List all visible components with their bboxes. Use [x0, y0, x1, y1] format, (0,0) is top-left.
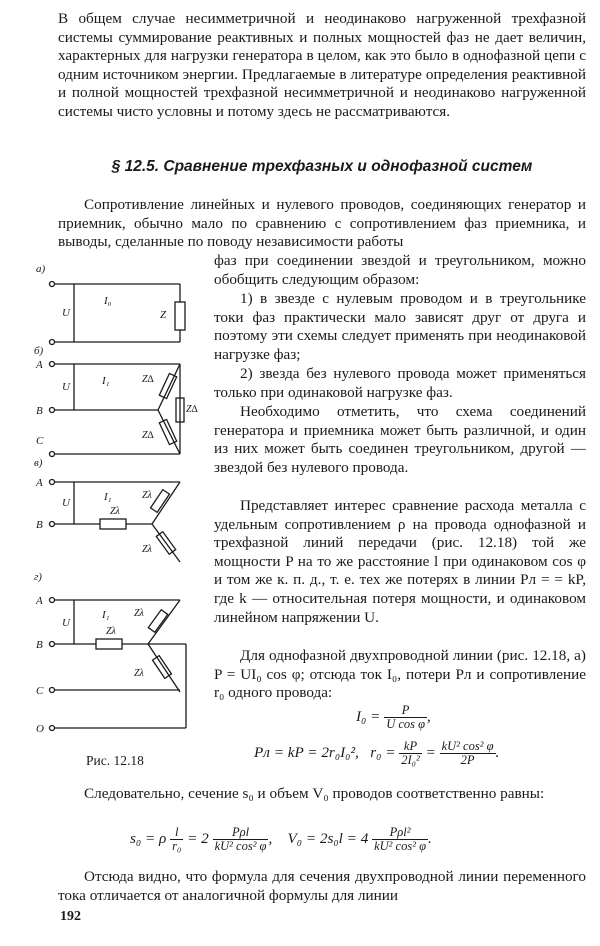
eq3-v-lhs: V₀ = 2s₀l = 4	[287, 829, 369, 847]
eq2-r0: r₀ =	[370, 743, 396, 761]
label-i1-b: I₁	[102, 375, 110, 387]
label-A-v: A	[36, 477, 43, 489]
figure-caption: Рис. 12.18	[86, 753, 144, 768]
eq3-den2: kU² cos² φ	[214, 839, 267, 853]
label-u-v: U	[62, 497, 70, 509]
eq2-den2: 2P	[460, 753, 475, 767]
eq3-v-tail: .	[428, 829, 432, 847]
label-B-v: B	[36, 519, 43, 531]
label-i1-v: I₁	[104, 491, 112, 503]
page-number: 192	[60, 909, 81, 924]
figure-12-18	[30, 262, 220, 782]
eq2-losses: Pл = kP = 2r₀I₀²,	[254, 743, 359, 761]
label-u-g: U	[62, 617, 70, 629]
terminal-a1	[50, 282, 55, 287]
label-i0: I₀	[104, 295, 112, 307]
label-zd-1: Z∆	[142, 374, 154, 385]
eq2-num1: kP	[399, 740, 422, 754]
label-v: в)	[34, 457, 43, 469]
eq3-fraction-2	[213, 826, 269, 853]
label-B-g: B	[36, 639, 43, 651]
impedance-zy-v1	[100, 519, 126, 529]
label-zy-g2: Zλ	[134, 608, 144, 619]
label-g: г)	[34, 571, 42, 583]
section-heading: § 12.5. Сравнение трехфазных и однофазной систем	[111, 158, 533, 175]
col-paragraph-2: 1) в звезде с нулевым проводом и в треугольнике токи фаз практически мало зависят друг от друга и поэтому эти схемы следует применять при неодинаковой нагрузке фаз;	[214, 290, 586, 363]
label-zy-v2: Zλ	[142, 490, 152, 501]
impedance-z-a	[175, 302, 185, 330]
col-paragraph-4: Необходимо отметить, что схема соединений генератора и приемника может быть различной, и один из них может быть соединен треугольником, другой — звездой без нулевого провода.	[214, 403, 586, 476]
eq2-num2: kU² cos² φ	[441, 739, 494, 753]
label-u-a: U	[62, 307, 70, 319]
eq3-den3: kU² cos² φ	[374, 839, 427, 853]
eq3-s-mid: = 2	[187, 829, 209, 847]
eq3-s-lhs: s₀ = ρ	[130, 829, 167, 847]
label-zd-2: Z∆	[186, 404, 198, 415]
equation-section-volume	[130, 826, 432, 853]
label-zd-3: Z∆	[142, 430, 154, 441]
terminal-a2	[50, 340, 55, 345]
eq1-lhs: I₀ =	[356, 707, 381, 725]
label-C-b: C	[36, 435, 44, 447]
eq3-fraction-3	[372, 826, 428, 853]
eq2-fraction-1	[399, 740, 422, 767]
impedance-zy-g1	[96, 639, 122, 649]
label-zy-v1: Zλ	[110, 506, 120, 517]
label-zy-v3: Zλ	[142, 544, 152, 555]
comparison-intro-paragraph: Сопротивление линейных и нулевого проводов, соединяющих генератор и приемник, обычно мало по сравнению с сопротивлением фаз приемника, и выводы, сделанные по поводу независимости работы	[58, 196, 586, 251]
final-paragraph: Отсюда видно, что формула для сечения двухпроводной линии переменного тока отличается от аналогичной формулы для линии	[58, 868, 586, 904]
equation-losses	[254, 740, 499, 767]
label-z-a: Z	[160, 309, 167, 321]
eq3-num1: l	[170, 826, 183, 840]
label-u-b: U	[62, 381, 70, 393]
eq2-tail: .	[495, 743, 500, 761]
label-A-b: A	[36, 359, 43, 371]
col-paragraph-3: 2) звезда без нулевого провода может применяться только при одинаковой нагрузке фаз.	[214, 365, 586, 401]
col-paragraph-1: фаз при соединении звездой и треугольником, можно обобщить следующим образом:	[214, 252, 586, 288]
eq1-den: U cos φ	[386, 717, 426, 731]
eq1-tail: ,	[427, 707, 431, 725]
label-b: б)	[34, 345, 44, 357]
eq3-num3: Pρl²	[372, 826, 428, 840]
intro-paragraph: В общем случае несимметричной и неодинаково нагруженной трехфазной системы суммирование реактивных и полных мощностей фаз не дает величин, характерных для нагрузки генератора в целом, как это было в однофазной цепи с одним источником энергии. Предлагаемые в литературе определения реактивной и полной мощностей трехфазной несимметричной и неодинаково нагруженной системы чисто условны и потому здесь не рассматриваются.	[58, 10, 586, 120]
eq1-fraction	[384, 704, 427, 731]
label-zy-g3: Zλ	[134, 668, 144, 679]
label-O-g: O	[36, 723, 44, 735]
eq2-mid: =	[425, 743, 436, 761]
label-i1-g: I₁	[102, 609, 110, 621]
eq3-s-tail: ,	[268, 829, 273, 847]
eq2-den1: 2I₀²	[401, 753, 420, 767]
eq3-num2: Pρl	[213, 826, 269, 840]
col-paragraph-6: Для однофазной двухпроводной линии (рис. 12.18, а) P = UI₀ cos φ; отсюда ток I₀, потери Pл и сопротивление r₀ одного провода:	[214, 647, 586, 702]
label-C-g: C	[36, 685, 44, 697]
eq3-fraction-1	[170, 826, 183, 853]
label-a: а)	[36, 263, 46, 275]
eq3-den1: r₀	[172, 839, 182, 853]
consequently-paragraph: Следовательно, сечение s₀ и объем V₀ проводов соответственно равны:	[84, 785, 545, 802]
label-A-g: A	[36, 595, 43, 607]
label-zy-g1: Zλ	[106, 626, 116, 637]
label-B-b: B	[36, 405, 43, 417]
eq2-fraction-2	[440, 740, 496, 767]
col-paragraph-5: Представляет интерес сравнение расхода металла с удельным сопротивлением ρ на провода однофазной и трехфазной линий передачи (рис. 12.18) той же мощности P на то же расстояние l при одинаковом cos φ и том же к. п. д., т. е. тех же потерях в линии Pл = = kP, где k — относительная потеря мощности, и одинаковом линейном напряжении U.	[214, 497, 586, 626]
equation-current	[356, 704, 431, 731]
eq1-num: P	[384, 704, 427, 718]
